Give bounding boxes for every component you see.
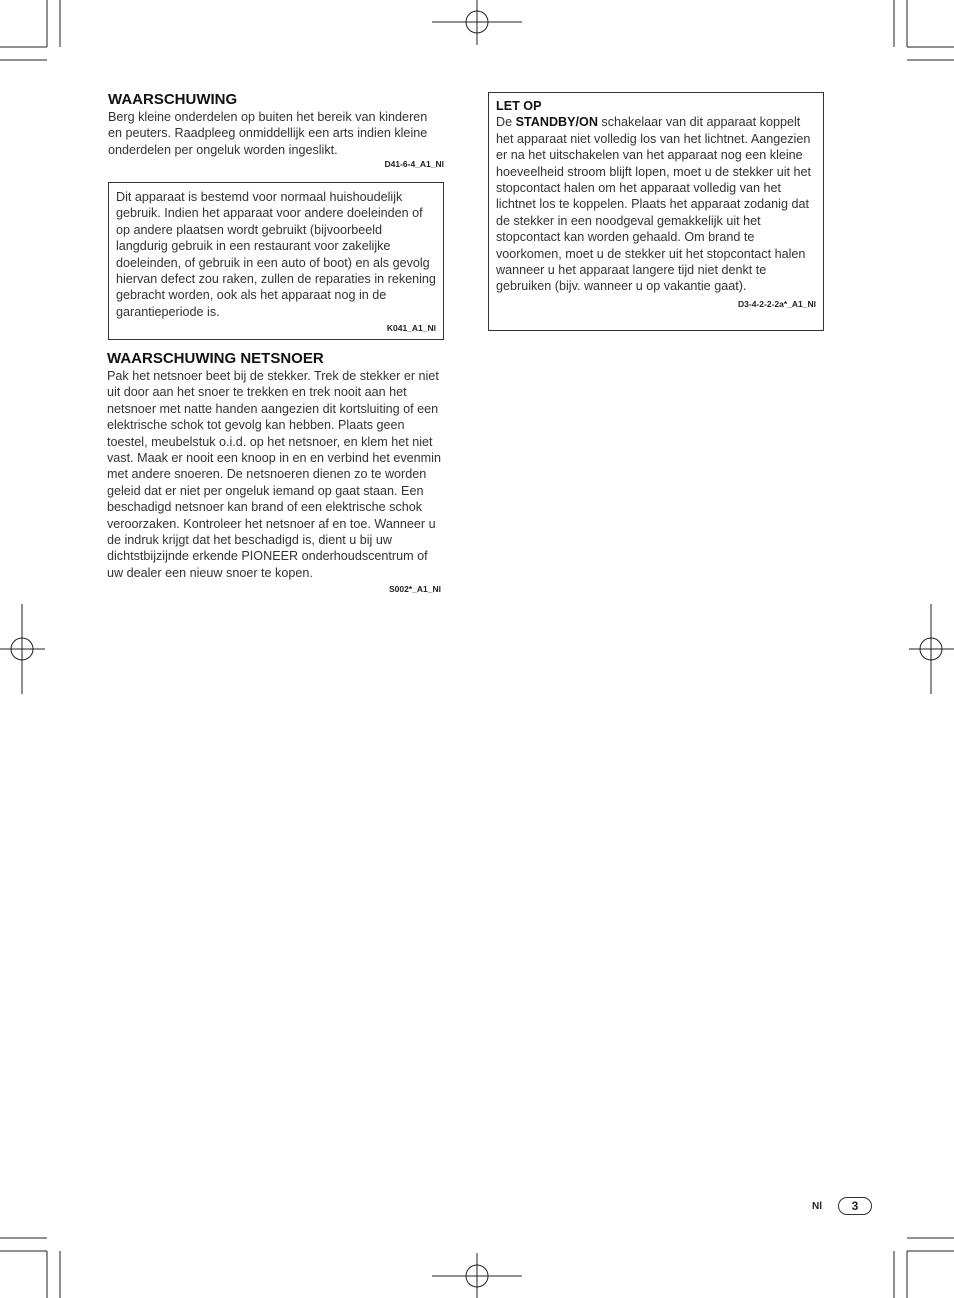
household-use-notice-body: Dit apparaat is bestemd voor normaal huishoudelijk gebruik. Indien het apparaat voor andere doeleinden of op andere plaatsen wordt gebruikt (bijvoorbeeld langdurig gebruik in een restaurant voor zakelijke doeleinden, of gebruik in een auto of boot) en als gevolg hiervan defect zou raken, zullen de reparaties in rekening gebracht worden, ook als het apparaat nog in de garantieperiode is. xyxy=(116,190,436,319)
household-use-notice-box xyxy=(108,182,444,340)
warning-body: Berg kleine onderdelen op buiten het bereik van kinderen en peuters. Raadpleeg onmiddellijk een arts indien kleine onderdelen per ongeluk worden ingeslikt. xyxy=(108,110,428,157)
caution-body xyxy=(496,114,816,294)
page-number: 3 xyxy=(838,1197,872,1215)
caution-heading: LET OP xyxy=(496,99,542,113)
caution-body-prefix: De xyxy=(496,115,516,130)
caution-code: D3-4-2-2-2a*_A1_Nl xyxy=(738,298,816,309)
warning-code: D41-6-4_A1_Nl xyxy=(384,159,444,170)
household-use-notice-code: K041_A1_Nl xyxy=(386,323,436,334)
power-cord-warning-code: S002*_A1_Nl xyxy=(389,584,441,595)
power-cord-warning-body: Pak het netsnoer beet bij de stekker. Trek de stekker er niet uit door aan het snoer te trekken en trek nooit aan het netsnoer met natte handen aangezien dit kortsluiting of een elektrische schok tot gevolg kan hebben. Plaats geen toestel, meubelstuk o.i.d. op het netsnoer, en klem het niet vast. Maak er nooit een knoop in en en verbind het evenmin met andere snoeren. De netsnoeren dienen zo te worden geleid dat er niet per ongeluk iemand op gaat staan. Een beschadigd netsnoer kan brand of een elektrische schok veroorzaken. Kontroleer het netsnoer af en toe. Wanneer u de indruk krijgt dat het beschadigd is, dient u bij uw dichtstbijzijnde erkende PIONEER onderhoudscentrum of uw dealer een nieuw snoer te kopen. xyxy=(107,369,441,580)
warning-heading: WAARSCHUWING xyxy=(108,91,238,108)
warning-section xyxy=(108,91,444,170)
caution-body-suffix: schakelaar van dit apparaat koppelt het apparaat niet volledig los van het lichtnet. Aangezien er na het uitschakelen van het apparaat nog een kleine hoeveelheid stroom blijft lopen, moet u de stekker uit het stopcontact halen om het apparaat volledig van het lichtnet los te koppelen. Plaats het apparaat zodanig dat de stekker in een noodgeval gemakkelijk uit het stopcontact kan worden gehaald. Om brand te voorkomen, moet u de stekker uit het stopcontact halen wanneer u het apparaat langere tijd niet denkt te gebruiken (bijv. wanneer u op vakantie gaat). xyxy=(496,115,812,294)
language-code: Nl xyxy=(812,1201,822,1212)
power-cord-warning-section xyxy=(107,350,441,595)
standby-on-label: STANDBY/ON xyxy=(515,115,598,130)
power-cord-warning-heading: WAARSCHUWING NETSNOER xyxy=(107,350,324,367)
caution-box xyxy=(488,92,824,331)
